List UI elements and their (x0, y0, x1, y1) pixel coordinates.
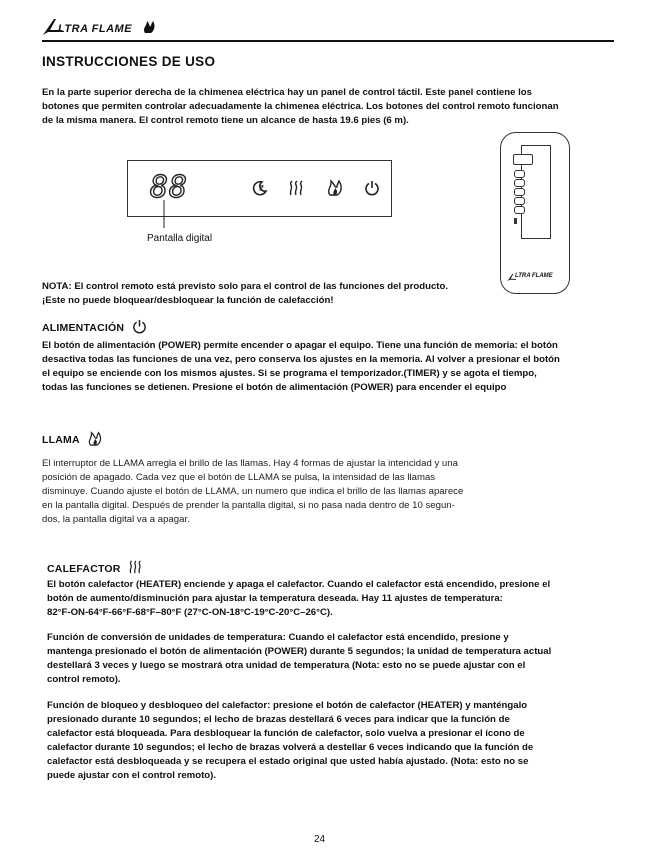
calefactor-heading (47, 559, 144, 577)
display-pointer-line (156, 200, 186, 230)
flame-icon (326, 178, 344, 196)
display-label: Pantalla digital (147, 233, 213, 244)
brand-logo (42, 18, 162, 38)
remote-button (514, 188, 525, 196)
lock-text: presione el botón de calefactor (HEATER) y manténgalo (270, 700, 528, 711)
intro-line: de la misma manera. El control remoto tiene un alcance de hasta 19.6 pies (6 m). (42, 115, 409, 126)
intro-line: botones que permiten controlar adecuadamente la chimenea eléctrica. Los botones del control remoto funcionan (42, 101, 559, 112)
llama-line: El interruptor de LLAMA arregla el brillo de las llamas. Hay 4 formas de ajustar la intencidad y una (42, 458, 458, 469)
calefactor-title: CALEFACTOR (47, 563, 121, 575)
remote-indicator (514, 218, 517, 224)
heater-icon (128, 560, 144, 574)
intro-paragraph (42, 86, 617, 128)
conversion-line: destellará 3 veces y luego se mostrará otra unidad de temperatura (Nota: esto no se puede ajustar con el (47, 660, 526, 671)
llama-paragraph (42, 457, 602, 527)
conversion-line (47, 631, 617, 645)
remote-button (513, 154, 533, 165)
lock-line: calefactor está bloqueada. Para desbloquear la función de calefactor, solo vuelva a presionar el ícono de (47, 728, 525, 739)
alimentacion-line: El botón de alimentación (POWER) permite encender o apagar el equipo. Tiene una función de memoria: el botón (42, 340, 558, 351)
logo-text: LTRA FLAME (58, 23, 133, 35)
lock-line: calefactor durante 10 segundos; el lecho de brazas volverá a destellar 6 veces indicando que la función de (47, 742, 534, 753)
lock-line (47, 699, 617, 713)
remote-screen (521, 145, 551, 239)
calefactor-paragraph (47, 578, 617, 620)
calefactor-line: 82°F-ON-64°F-66°F-68°F–80°F (27°C-ON-18°C-19°C-20°C–26°C). (47, 607, 333, 618)
remote-control-illustration (500, 132, 570, 294)
lock-line: calefactor está desbloqueada y se recupera el estado original que usted había ajustado. (Nota: esto no se (47, 756, 529, 767)
llama-heading (42, 430, 103, 448)
flame-icon (87, 430, 103, 446)
header-rule (42, 40, 614, 42)
note-line: NOTA: El control remoto está previsto solo para el control de las funciones del producto. (42, 281, 449, 292)
remote-button (514, 170, 525, 178)
alimentacion-line: todas las funciones se detienen. Presione el botón de alimentación (POWER) para encender el equipo (42, 382, 507, 393)
alimentacion-heading (42, 318, 147, 336)
llama-title: LLAMA (42, 434, 80, 446)
llama-line: posición de apagado. Cada vez que el botón de LLAMA se pulsa, la intensidad de las llamas (42, 472, 436, 483)
lock-line: presionado durante 10 segundos; el lecho de brazas destellará 6 veces para indicar que la función de (47, 714, 510, 725)
page-title: INSTRUCCIONES DE USO (42, 54, 216, 69)
llama-line: dos, la pantalla digital va a apagar. (42, 514, 190, 525)
digital-display: 88 (150, 170, 189, 205)
remote-button (514, 197, 525, 205)
remote-button (514, 206, 525, 214)
calefactor-line: El botón calefactor (HEATER) enciende y apaga el calefactor. Cuando el calefactor está encendido, presione el (47, 579, 551, 590)
calefactor-line: botón de aumento/disminución para ajustar la temperatura deseada. Hay 11 ajustes de temperatura: (47, 593, 503, 604)
conversion-title: Función de conversión de unidades de temperatura: (47, 632, 286, 643)
alimentacion-line: desactiva todas las funciones de una vez, pero conserva los ajustes en la memoria. Al volver a presionar el botón (42, 354, 560, 365)
conversion-line: control remoto). (47, 674, 121, 685)
alimentacion-paragraph (42, 339, 617, 395)
note-paragraph (42, 280, 502, 308)
conversion-paragraph (47, 631, 617, 687)
remote-logo-text: LTRA FLAME (515, 273, 553, 279)
intro-line: En la parte superior derecha de la chimenea eléctrica hay un panel de control táctil. Este panel contiene los (42, 87, 532, 98)
moon-icon (252, 180, 268, 196)
page-number: 24 (314, 834, 326, 845)
conversion-text: Cuando el calefactor está encendido, presione y (285, 632, 509, 643)
logo-flame-icon (142, 18, 156, 34)
lock-title: Función de bloqueo y desbloqueo del calefactor: (47, 700, 271, 711)
note-line: ¡Este no puede bloquear/desbloquear la función de calefacción! (42, 295, 334, 306)
llama-line: en la pantalla digital. Después de prender la pantalla digital, si no pasa nada dentro de 10 segun- (42, 500, 455, 511)
alimentacion-line: el equipo se enciende con los mismos ajustes. Si se programa el temporizador.(TIMER) y se agota el tiempo, (42, 368, 537, 379)
lock-paragraph (47, 699, 617, 783)
power-icon (132, 319, 147, 334)
remote-logo (507, 272, 567, 284)
lock-line: puede ajustar con el control remoto). (47, 770, 216, 781)
conversion-line: mantenga presionado el botón de alimentación (POWER) durante 5 segundos; la unidad de temperatura actual (47, 646, 552, 657)
heater-icon (288, 180, 306, 196)
alimentacion-title: ALIMENTACIÓN (42, 322, 125, 334)
power-icon (364, 180, 380, 196)
llama-line: disminuye. Cuando ajuste el botón de LLAMA, un numero que indica el brillo de las llamas aparece (42, 486, 464, 497)
remote-button (514, 179, 525, 187)
